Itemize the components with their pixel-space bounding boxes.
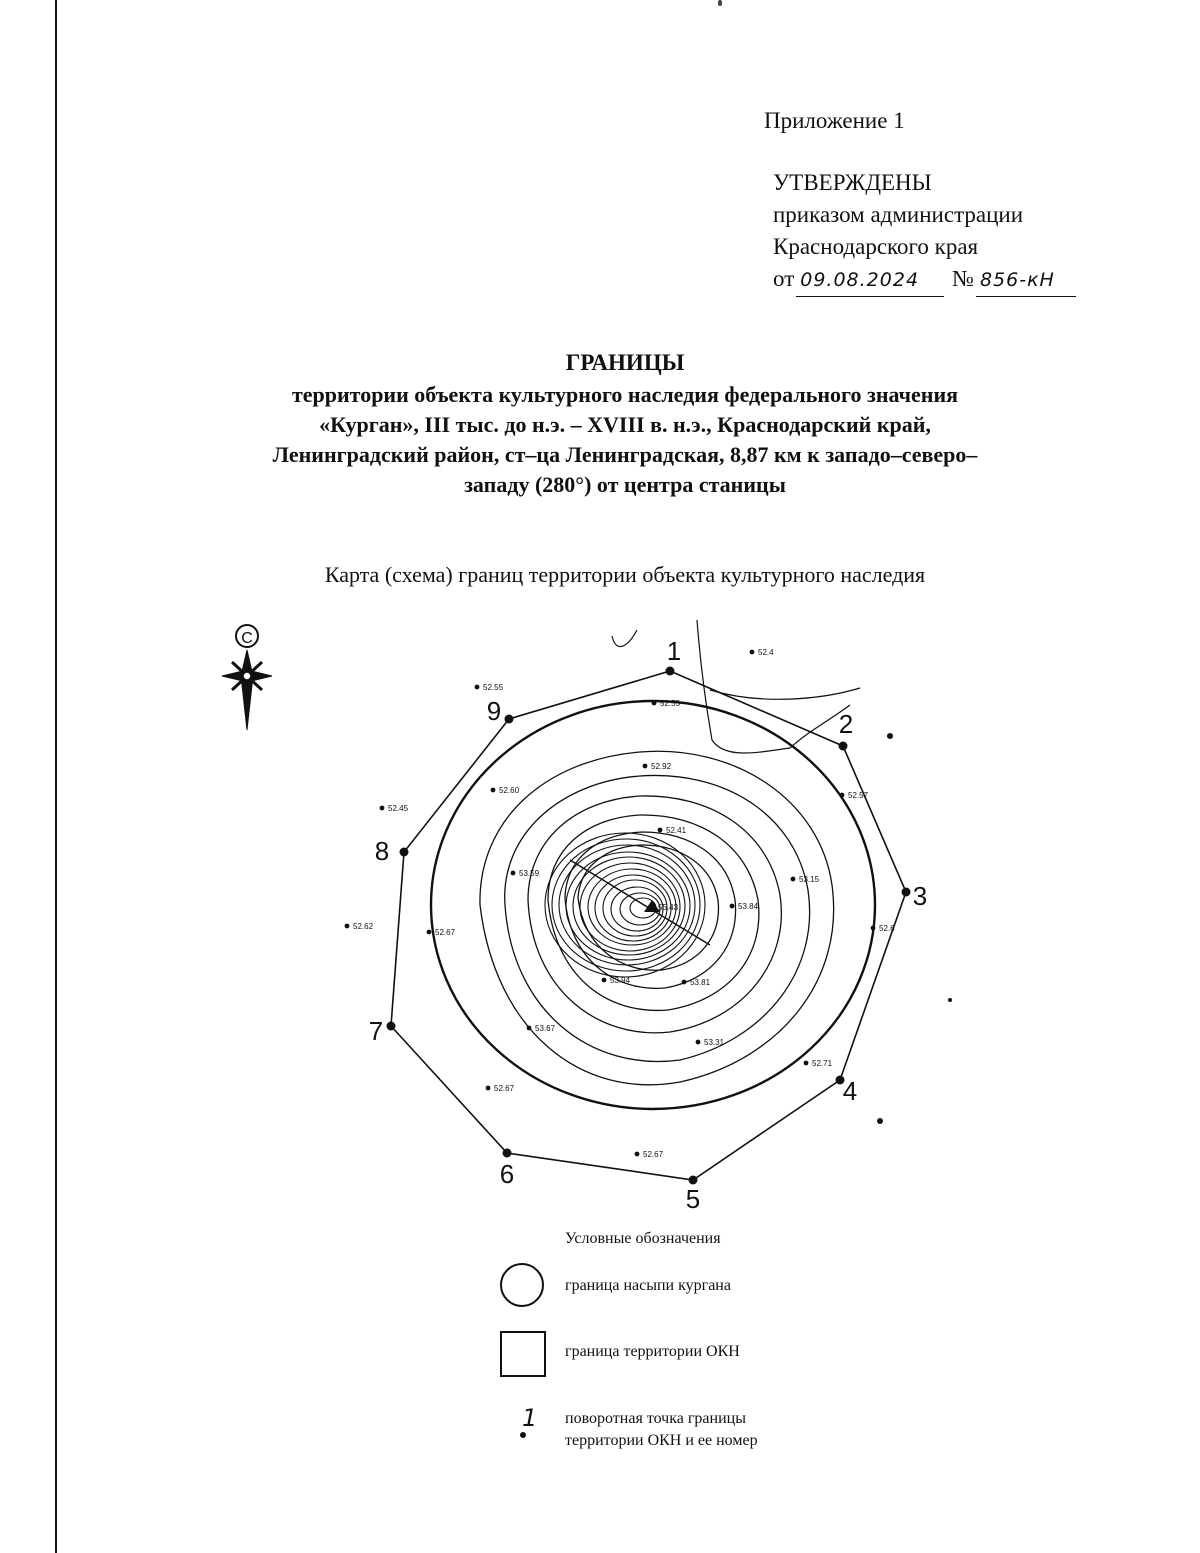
elevation-point: [658, 828, 663, 833]
elevation-label: 52.45: [388, 804, 409, 813]
elevation-point: [643, 764, 648, 769]
legend-point-label: [565, 1408, 758, 1452]
turning-point-dot: [666, 667, 675, 676]
turning-point-dot: [400, 848, 409, 857]
elevation-point: [380, 806, 385, 811]
turning-point-number: 5: [685, 1184, 701, 1214]
elevation-label: 55.43: [658, 903, 679, 912]
appendix-label: Приложение 1: [764, 108, 905, 133]
title-line-1: территории объекта культурного наследия федерального значения: [291, 382, 959, 407]
elevation-point: [750, 650, 755, 655]
elevation-label: 52.4: [758, 648, 774, 657]
turning-point-number: 1: [666, 636, 682, 666]
legend-point-dot: [520, 1432, 526, 1438]
elevation-label: 52.55: [483, 683, 504, 692]
elevation-label: 52.92: [651, 762, 672, 771]
elevation-label: 53.59: [519, 869, 540, 878]
elevation-label: 52.62: [353, 922, 374, 931]
elevation-point: [511, 871, 516, 876]
elevation-point: [791, 877, 796, 882]
elevation-point: [486, 1086, 491, 1091]
handwritten-date: 09.08.2024: [796, 264, 944, 297]
number-prefix: №: [952, 266, 974, 291]
approved-by-line-2: Краснодарского края: [773, 234, 979, 259]
elevation-label: 52.57: [848, 791, 869, 800]
elevation-point: [635, 1152, 640, 1157]
elevation-point: [871, 926, 876, 931]
legend-title: Условные обозначения: [565, 1230, 721, 1247]
elevation-label: 52.67: [494, 1084, 515, 1093]
turning-point-dot: [503, 1149, 512, 1158]
title-heading: ГРАНИЦЫ: [565, 350, 685, 375]
turning-points: [369, 636, 927, 1214]
elevation-label: 52.67: [643, 1150, 664, 1159]
elevation-point: [427, 930, 432, 935]
elevation-label: 52.41: [666, 826, 687, 835]
elevation-label: 53.67: [535, 1024, 556, 1033]
elevation-label: 52.67: [435, 928, 456, 937]
turning-point-number: 2: [838, 709, 854, 739]
legend-point-label-line-2: территории ОКН и ее номер: [565, 1432, 758, 1449]
title-line-2: «Курган», III тыс. до н.э. – XVIII в. н.э., Краснодарский край,: [319, 412, 931, 437]
elevation-label: 52.6: [879, 924, 895, 933]
turning-point-number: 3: [912, 881, 928, 911]
elevation-label: 52.71: [812, 1059, 833, 1068]
elevation-point: [696, 1040, 701, 1045]
legend-territory-label: граница территории ОКН: [565, 1343, 740, 1360]
map-caption: Карта (схема) границ территории объекта культурного наследия: [324, 562, 926, 587]
turning-point-number: 4: [842, 1076, 858, 1106]
north-arrow-icon: [222, 625, 272, 730]
turning-point-dot: [902, 888, 911, 897]
elevation-point: [475, 685, 480, 690]
legend-territory-symbol: [500, 1331, 546, 1377]
title-line-4: западу (280°) от центра станицы: [464, 472, 786, 497]
profile-line: [570, 860, 710, 945]
approved-by-line-1: приказом администрации: [773, 202, 1024, 227]
elevation-label: 53.81: [690, 978, 711, 987]
elevation-point: [602, 978, 607, 983]
elevation-label: 52.60: [499, 786, 520, 795]
compass-north-letter: С: [241, 630, 253, 647]
elevation-point: [527, 1026, 532, 1031]
elevation-label: 53.84: [738, 902, 759, 911]
elevation-point: [840, 793, 845, 798]
turning-point-dot: [505, 715, 514, 724]
road-lines: [612, 620, 860, 753]
legend-point-number: 1: [522, 1404, 538, 1432]
turning-point-number: 8: [374, 836, 390, 866]
elevation-point: [652, 701, 657, 706]
elevation-point: [345, 924, 350, 929]
elevation-label: 52.55: [660, 699, 681, 708]
date-prefix: от: [773, 266, 795, 291]
turning-point-dot: [839, 742, 848, 751]
elevation-label: 53.15: [799, 875, 820, 884]
elevation-label: 53.31: [704, 1038, 725, 1047]
elevation-point: [730, 904, 735, 909]
elevation-point: [682, 980, 687, 985]
turning-point-number: 7: [368, 1016, 384, 1046]
summit-contours: [545, 833, 705, 977]
territory-boundary: [391, 671, 906, 1180]
elevation-point: [804, 1061, 809, 1066]
elevation-point: [491, 788, 496, 793]
turning-point-number: 6: [499, 1159, 515, 1189]
elevation-point: [650, 905, 655, 910]
turning-point-number: 9: [486, 696, 502, 726]
approved-heading: УТВЕРЖДЕНЫ: [773, 170, 932, 195]
legend-point-label-line-1: поворотная точка границы: [565, 1410, 746, 1427]
turning-point-dot: [387, 1022, 396, 1031]
title-line-3: Ленинградский район, ст–ца Ленинградская, 8,87 км к западо–северо–: [272, 442, 978, 467]
legend-mound-symbol: [500, 1263, 544, 1307]
handwritten-number: 856-кН: [976, 264, 1076, 297]
elevation-label: 53.94: [610, 976, 631, 985]
legend-mound-label: граница насыпи кургана: [565, 1277, 731, 1294]
